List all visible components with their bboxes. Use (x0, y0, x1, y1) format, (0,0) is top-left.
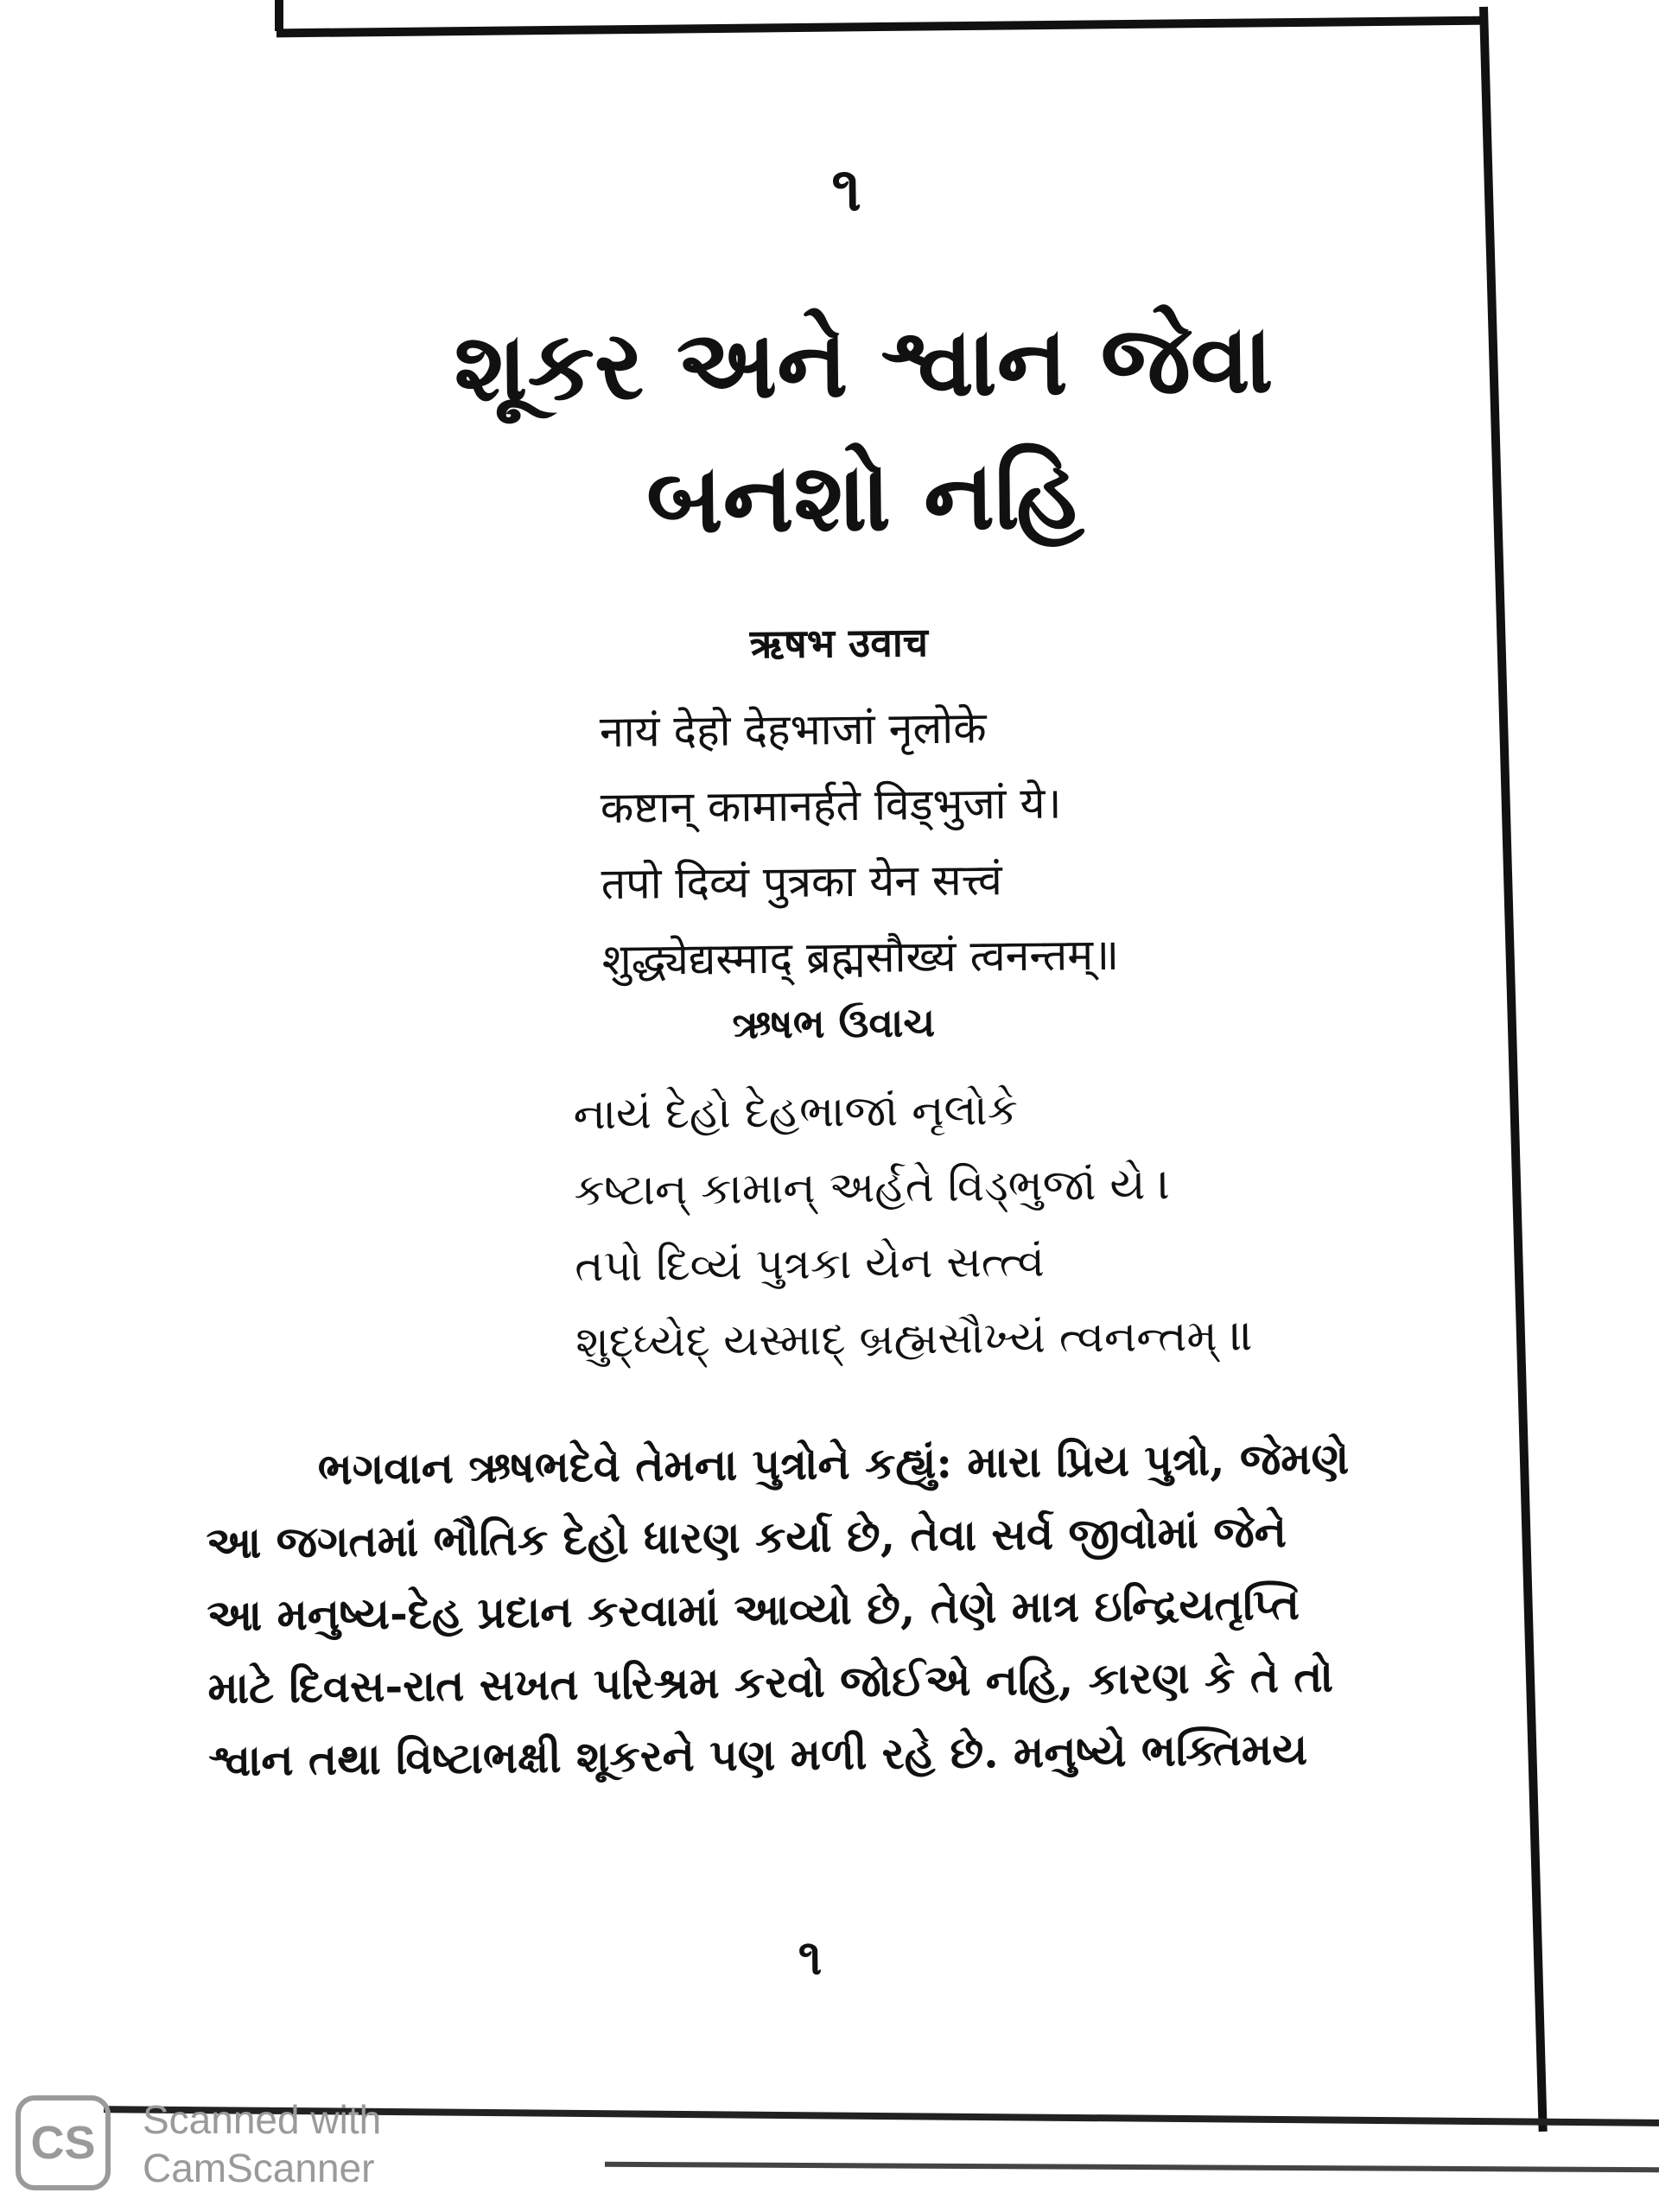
verse-line: शुद्ध्येद्यस्माद् ब्रह्मसौख्यं त्वनन्तम्॥ (601, 929, 1120, 986)
camscanner-watermark (143, 2095, 381, 2192)
watermark-line-1: Scanned with (143, 2097, 382, 2142)
camscanner-logo-icon: CS (16, 2095, 111, 2190)
verse-line: कष्टान् कामानर्हते विड्भुजां ये। (600, 778, 1062, 834)
sanskrit-speaker: ऋषभ उवाच (749, 619, 929, 668)
paragraph-line: શ્વાન તથા વિષ્ટાભક્ષી શૂકરને પણ મળી રહે છે. મનુષ્યે ભક્તિમય (208, 1723, 1308, 1786)
book-page (190, 0, 1473, 2091)
page-edge-right (1479, 7, 1548, 2132)
chapter-title (453, 291, 1276, 568)
title-line-1: શૂકર અને શ્વાન જેવા (453, 302, 1274, 423)
verse-line: કષ્ટાન્ કામાન્ અર્હતે વિડ્ભુજાં યે । (574, 1159, 1171, 1216)
gujarati-speaker: ઋષભ ઉવાચ (732, 999, 936, 1048)
paragraph-line: આ મનુષ્ય-દેહ પ્રદાન કરવામાં આવ્યો છે, તેણે માત્ર ઇન્દ્રિયતૃપ્તિ (207, 1578, 1300, 1641)
title-line-2: બનશો નહિ (645, 438, 1084, 555)
watermark-line-2: CamScanner (143, 2145, 375, 2190)
verse-line: શુદ્ધ્યેદ્ યસ્માદ્ બ્રહ્મસૌખ્યં ત્વનન્તમ્ ॥ (575, 1310, 1255, 1368)
page-edge-bottom-shadow (605, 2162, 1659, 2172)
sanskrit-verse (599, 689, 1119, 998)
paragraph-line: આ જગતમાં ભૌતિક દેહો ધારણ કર્યા છે, તેવા સર્વ જીવોમાં જેને (206, 1505, 1287, 1568)
verse-line: नायं देहो देहभाजां नृलोके (599, 702, 987, 758)
verse-line: નાયં દેહો દેહભાજાં નૃલોકે (573, 1084, 1019, 1140)
paragraph-line: ભગવાન ઋષભદેવે તેમના પુત્રોને કહ્યું: મારા પ્રિય પુત્રો, જેમણે (317, 1433, 1350, 1495)
chapter-number: ૧ (830, 152, 862, 226)
transliterated-verse (573, 1069, 1254, 1380)
paragraph-line: માટે દિવસ-રાત સખત પરિશ્રમ કરવો જોઈએ નહિ, કારણ કે તે તો (207, 1650, 1334, 1713)
verse-line: तपो दिव्यं पुत्रका येन सत्त्वं (601, 855, 1003, 910)
verse-line: તપો દિવ્યં પુત્રકા યેન સત્ત્વં (575, 1236, 1046, 1292)
page-number: ૧ (798, 1929, 823, 1986)
body-paragraph (205, 1421, 1478, 1797)
